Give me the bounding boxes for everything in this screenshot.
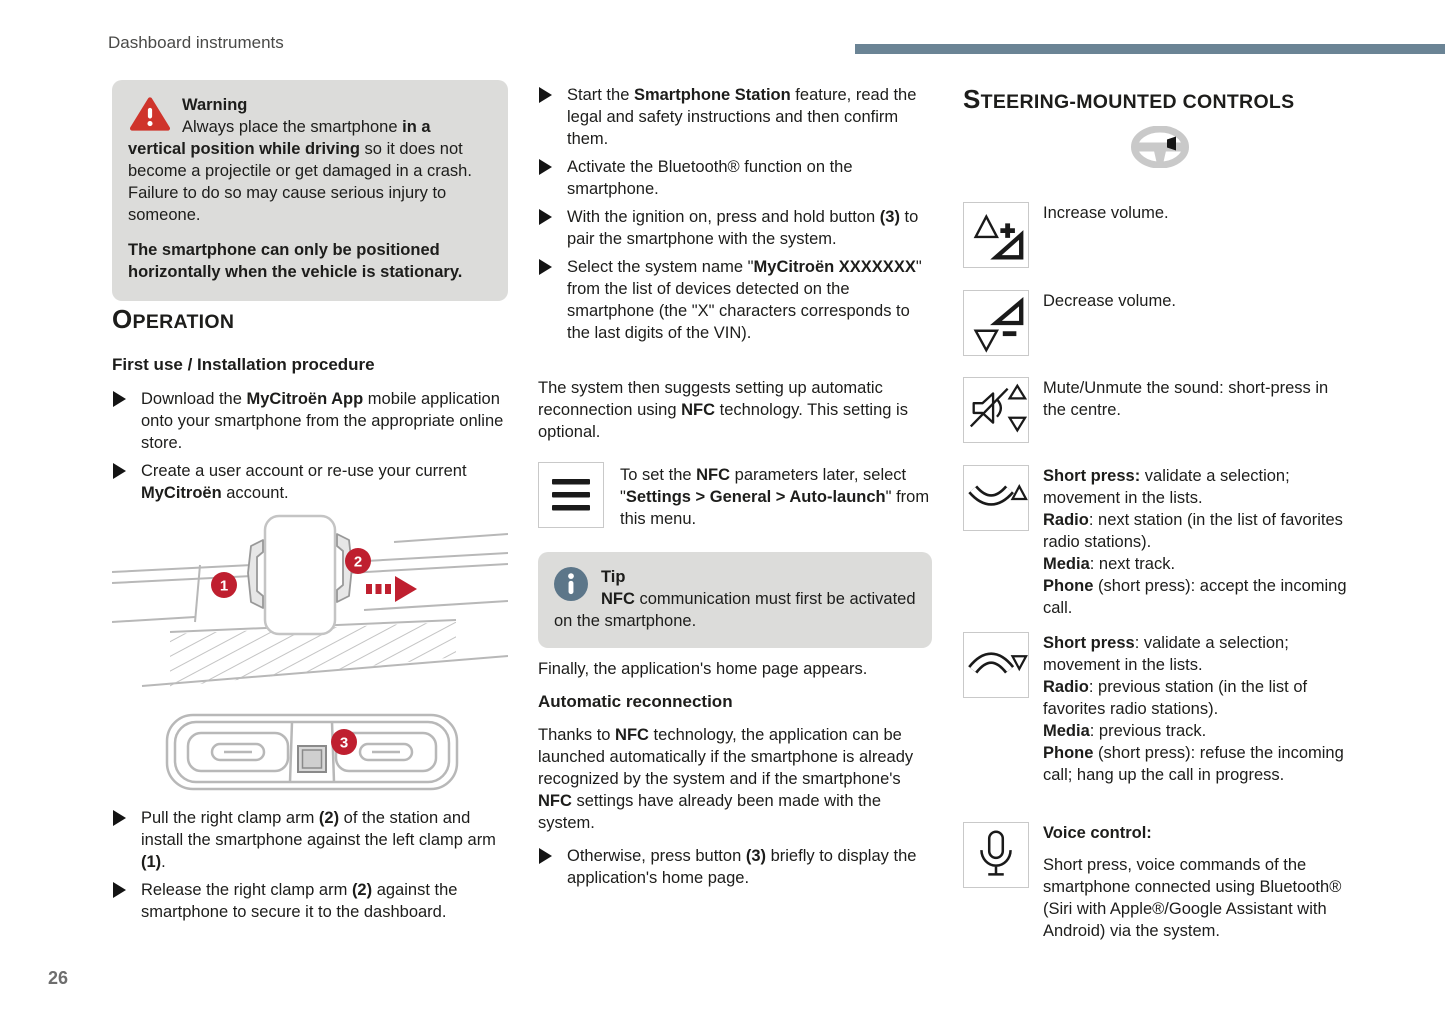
list-item: Select the system name "MyCitroën XXXXXXX" from the list of devices detected on the smartphone (the "X" characters corresponds to the last digits of the VIN). [538, 256, 932, 344]
bullet-arrow-icon [113, 810, 126, 826]
svg-text:1: 1 [219, 577, 229, 595]
page-header: Dashboard instruments [108, 33, 284, 52]
tip-box [538, 552, 932, 648]
list-item: Start the Smartphone Station feature, read the legal and safety instructions and then confirm them. [538, 84, 932, 150]
volume-up-icon [963, 202, 1029, 268]
control-caption: Decrease volume. [1043, 292, 1176, 310]
list-item: Activate the Bluetooth® function on the smartphone. [538, 156, 932, 200]
operation-heading: OPERATION [112, 304, 235, 334]
control-row-voice [963, 822, 1349, 942]
svg-text:3: 3 [339, 734, 349, 752]
microphone-icon [963, 822, 1029, 888]
left-column [112, 80, 508, 950]
phone-accept-icon [963, 465, 1029, 531]
warning-title: Warning [182, 96, 248, 114]
warning-box [112, 80, 508, 301]
operation-bullets [112, 388, 508, 510]
control-caption: Short press: validate a selection; movement in the lists. Radio: previous station (in the list of favorites radio stations). Media: previous track. Phone (short press): refuse the incoming call; hang up the call in progress. [1043, 634, 1344, 784]
callout-3 [331, 729, 357, 755]
steering-heading: STEERING-MOUNTED CONTROLS [963, 84, 1295, 114]
control-row-phone-refuse [963, 632, 1349, 786]
list-item: With the ignition on, press and hold button (3) to pair the smartphone with the system. [538, 206, 932, 250]
control-caption: Short press: validate a selection; movement in the lists. Radio: next station (in the list of favorites radio stations). Media: next track. Phone (short press): accept the incoming call. [1043, 467, 1347, 617]
bullet-arrow-icon [113, 463, 126, 479]
page-number: 26 [48, 968, 69, 988]
bullet-arrow-icon [539, 259, 552, 275]
auto-reconnection-paragraph: Thanks to NFC technology, the application can be launched automatically if the smartphone is already recognized by the system and if the smartphone's NFC settings have already been made with the system. [538, 726, 914, 832]
tip-body: NFC communication must first be activated on the smartphone. [554, 590, 916, 630]
info-icon [554, 567, 588, 601]
control-row-volume-down [963, 290, 1349, 356]
svg-text:2: 2 [353, 553, 363, 571]
list-item: Otherwise, press button (3) briefly to display the application's home page. [538, 845, 932, 889]
bullet-arrow-icon [539, 848, 552, 864]
phone-refuse-icon [963, 632, 1029, 698]
clamp-bullets [112, 807, 508, 929]
control-row-volume-up [963, 202, 1349, 268]
voice-control-body: Short press, voice commands of the smartphone connected using Bluetooth® (Siri with Apple®/Google Assistant with Android) via the system. [1043, 856, 1342, 940]
finally-paragraph: Finally, the application's home page appears. [538, 660, 868, 678]
middle-column [538, 84, 932, 954]
smartphone-station-figure [112, 510, 508, 802]
menu-icon-box [538, 462, 604, 528]
list-item: Download the MyCitroën App mobile application onto your smartphone from the appropriate online store. [112, 388, 508, 454]
bullet-arrow-icon [113, 391, 126, 407]
volume-down-icon [963, 290, 1029, 356]
tip-title: Tip [601, 568, 626, 586]
accent-bar [855, 44, 1445, 54]
control-row-mute [963, 377, 1349, 443]
right-column [963, 84, 1355, 978]
callout-2 [345, 548, 371, 574]
menu-note-text: To set the NFC parameters later, select "Settings > General > Auto-launch" from this menu. [620, 466, 930, 528]
menu-icon [549, 478, 593, 512]
nfc-paragraph: The system then suggests setting up automatic reconnection using NFC technology. This setting is optional. [538, 379, 908, 441]
warning-icon [130, 96, 170, 132]
menu-note-row [538, 462, 932, 530]
steering-wheel-icon [1131, 126, 1189, 168]
otherwise-bullet-group [538, 845, 932, 895]
control-caption: Mute/Unmute the sound: short-press in the centre. [1043, 379, 1329, 419]
list-item: Release the right clamp arm (2) against the smartphone to secure it to the dashboard. [112, 879, 508, 923]
voice-control-title: Voice control: [1043, 824, 1152, 842]
control-row-phone-accept [963, 465, 1349, 619]
control-caption [1043, 822, 1349, 942]
mute-icon [963, 377, 1029, 443]
direction-arrow-icon [366, 576, 417, 602]
auto-reconnection-subheading: Automatic reconnection [538, 692, 733, 711]
bullet-arrow-icon [539, 209, 552, 225]
warning-body: Always place the smartphone in a vertical position while driving so it does not become a projectile or get damaged in a crash. Failure to do so may cause serious injury to someone. [128, 118, 472, 224]
bullet-arrow-icon [539, 87, 552, 103]
control-caption: Increase volume. [1043, 204, 1169, 222]
bullet-arrow-icon [539, 159, 552, 175]
pairing-bullets [538, 84, 932, 350]
first-use-subheading: First use / Installation procedure [112, 355, 375, 374]
list-item: Pull the right clamp arm (2) of the station and install the smartphone against the left clamp arm (1). [112, 807, 508, 873]
list-item: Create a user account or re-use your current MyCitroën account. [112, 460, 508, 504]
callout-1 [211, 572, 237, 598]
bullet-arrow-icon [113, 882, 126, 898]
warning-body2: The smartphone can only be positioned horizontally when the vehicle is stationary. [128, 241, 463, 281]
